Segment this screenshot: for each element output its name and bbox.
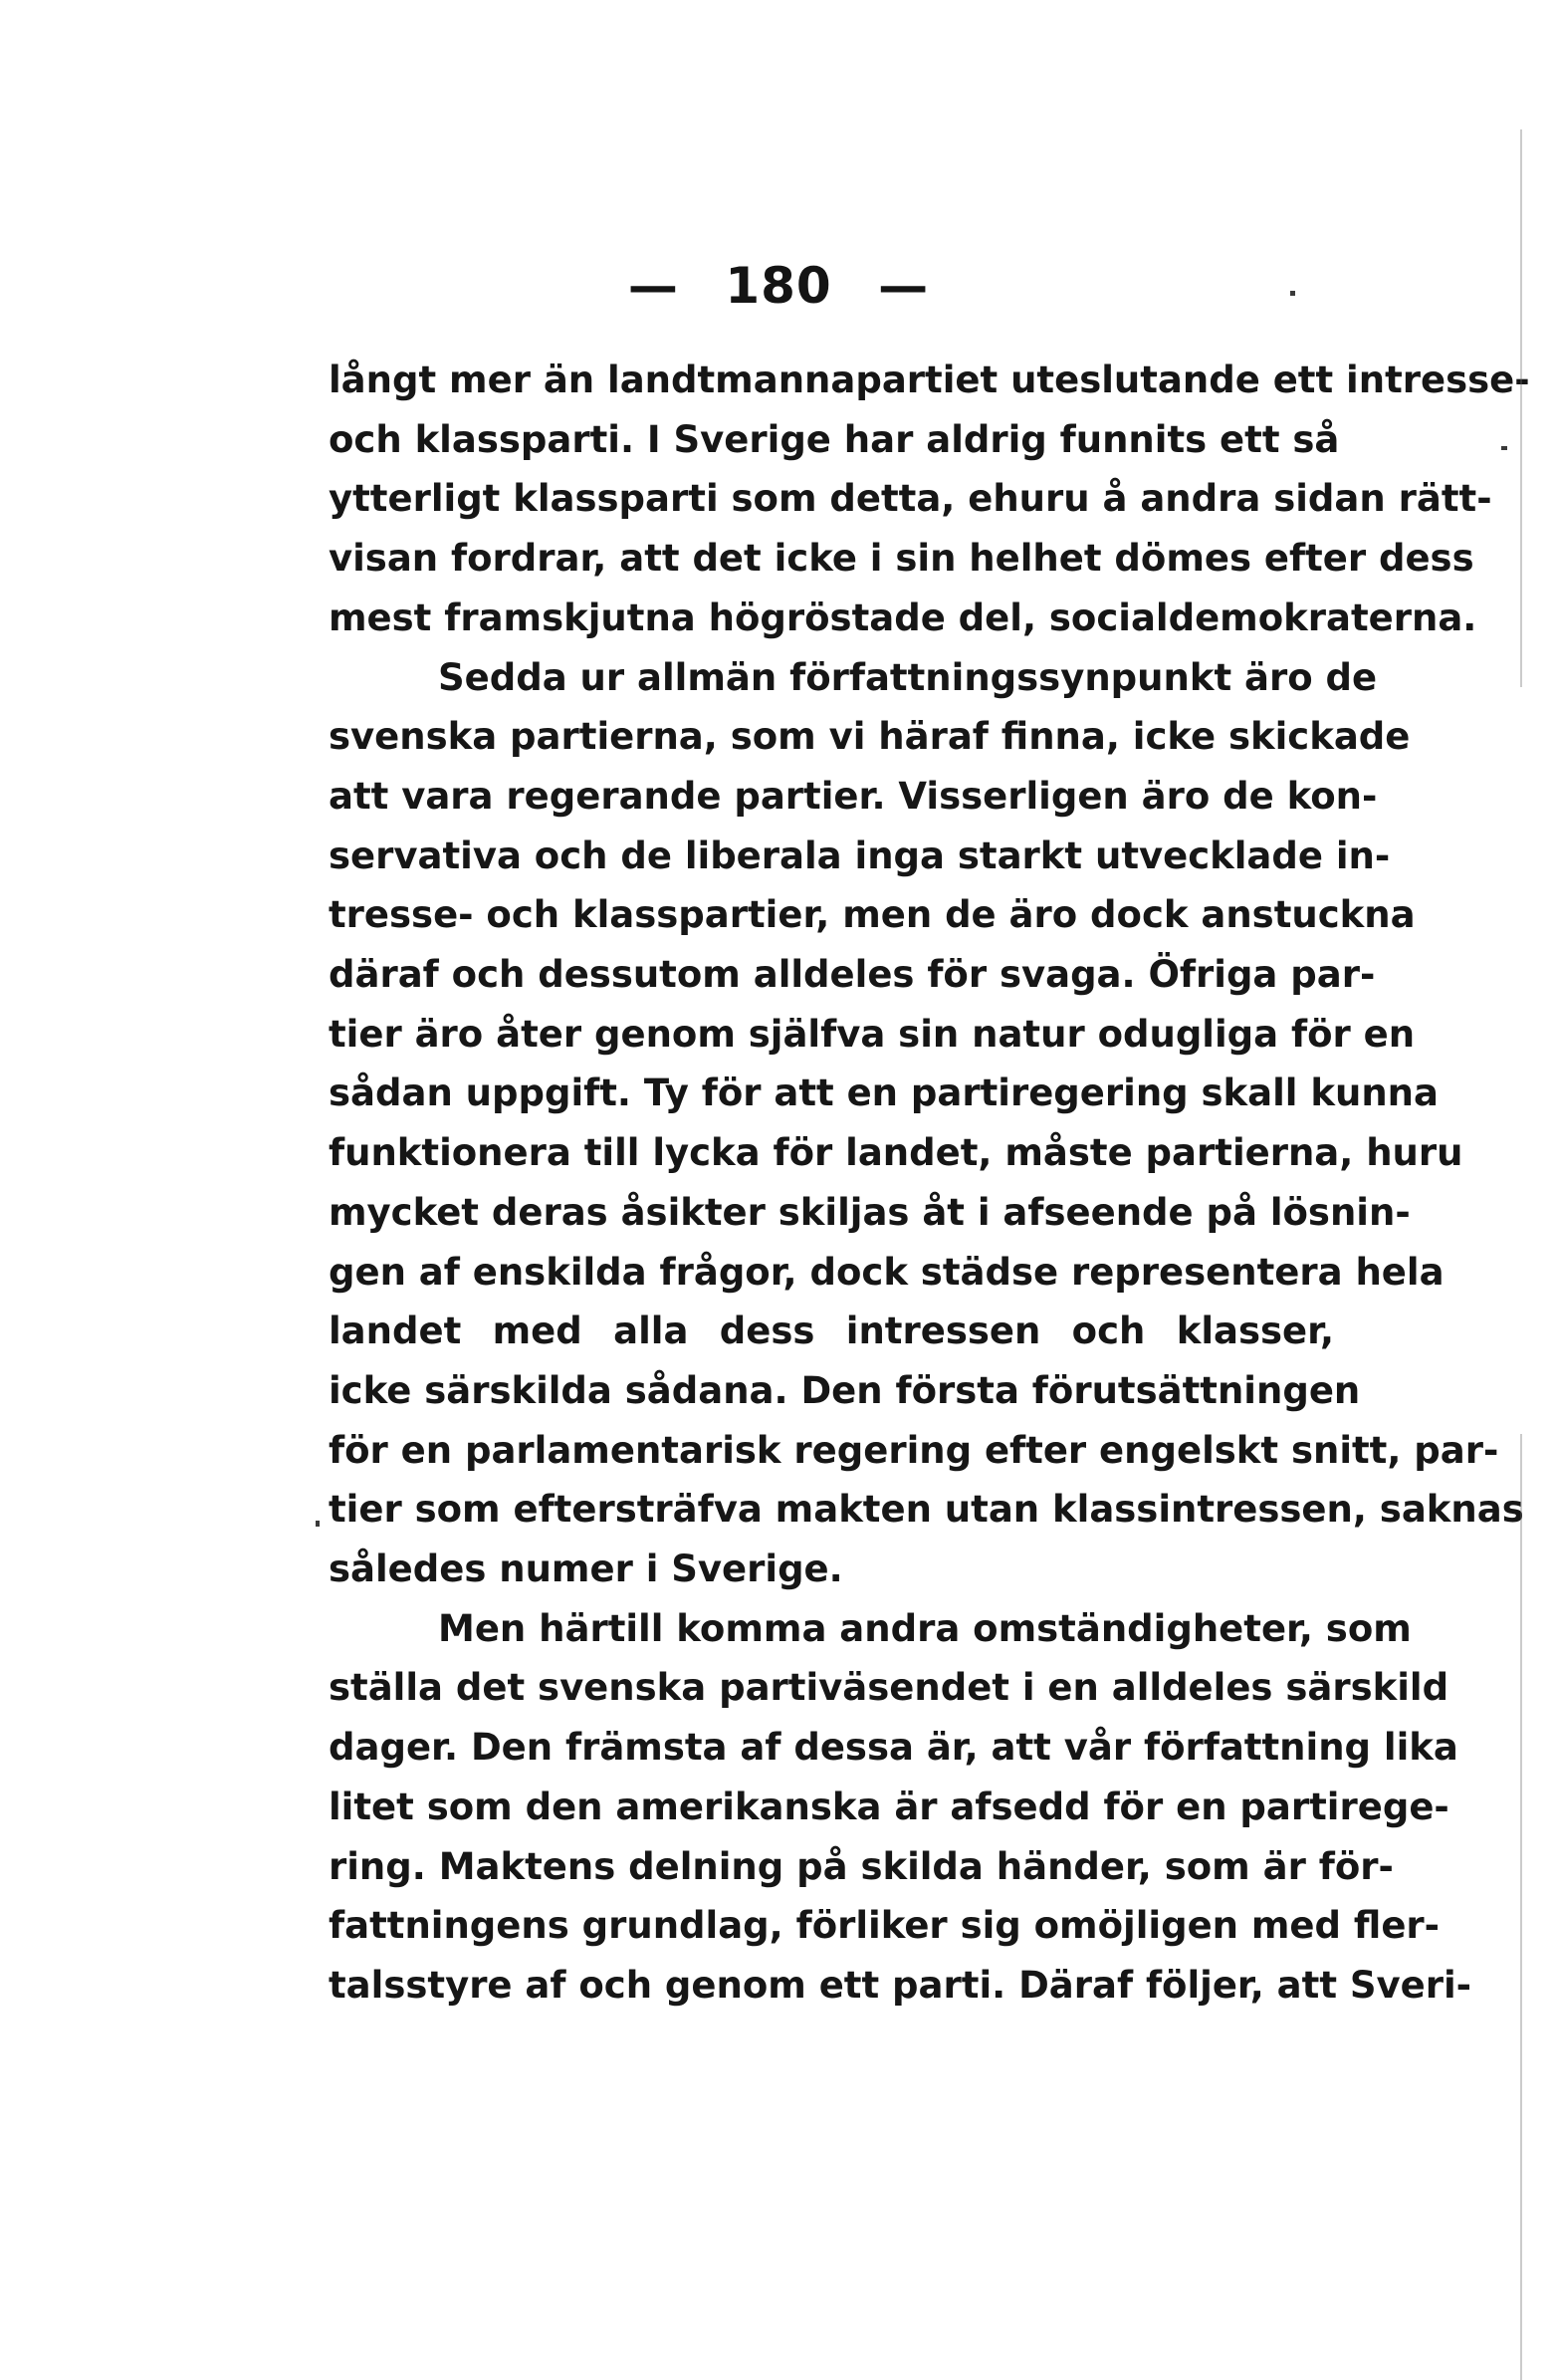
text-line: visan fordrar, att det icke i sin helhet dömes efter dess bbox=[329, 537, 1474, 581]
ink-speck bbox=[316, 1521, 320, 1527]
text-line: litet som den amerikanska är afsedd för en partirege- bbox=[329, 1785, 1449, 1828]
body-text bbox=[329, 351, 1530, 2016]
text-line: gen af enskilda frågor, dock städse representera hela bbox=[329, 1250, 1445, 1294]
text-line: mest framskjutna högröstade del, socialdemokraterna. bbox=[329, 595, 1477, 639]
text-line: landet med alla dess intressen och klasser, bbox=[329, 1309, 1334, 1353]
text-line: för en parlamentarisk regering efter engelskt snitt, par- bbox=[329, 1428, 1499, 1472]
text-line: fattningens grundlag, förliker sig omöjligen med fler- bbox=[329, 1904, 1441, 1948]
text-line: och klassparti. I Sverige har aldrig funnits ett så bbox=[329, 417, 1340, 461]
page-number: 180 bbox=[725, 257, 832, 315]
text-line: icke särskilda sådana. Den första förutsättningen bbox=[329, 1368, 1361, 1412]
text-line: däraf och dessutom alldeles för svaga. Öfriga par- bbox=[329, 953, 1376, 997]
text-line: ring. Maktens delning på skilda händer, som är för- bbox=[329, 1844, 1394, 1888]
dash-right: — bbox=[878, 257, 930, 315]
text-line: sådan uppgift. Ty för att en partiregering skall kunna bbox=[329, 1071, 1439, 1115]
text-line: funktionera till lycka för landet, måste partierna, huru bbox=[329, 1131, 1463, 1175]
scan-edge-line bbox=[1520, 129, 1522, 687]
text-line: svenska partierna, som vi häraf finna, icke skickade bbox=[329, 715, 1411, 759]
text-line: således numer i Sverige. bbox=[329, 1547, 843, 1591]
scan-edge-line bbox=[1520, 1434, 1522, 2380]
ink-speck bbox=[1290, 291, 1295, 296]
text-line: ytterligt klassparti som detta, ehuru å andra sidan rätt- bbox=[329, 477, 1492, 521]
dash-left: — bbox=[627, 257, 679, 315]
text-line: ställa det svenska partiväsendet i en alldeles särskild bbox=[329, 1666, 1449, 1710]
ink-speck bbox=[1501, 446, 1507, 450]
text-line: tier som eftersträfva makten utan klassintressen, saknas bbox=[329, 1488, 1524, 1532]
text-line: servativa och de liberala inga starkt utvecklade in- bbox=[329, 833, 1391, 877]
text-line: långt mer än landtmannapartiet uteslutande ett intresse- bbox=[329, 358, 1530, 401]
text-line: att vara regerande partier. Visserligen äro de kon- bbox=[329, 774, 1378, 818]
text-line: Men härtill komma andra omständigheter, som bbox=[438, 1606, 1412, 1650]
text-line: Sedda ur allmän författningssynpunkt äro de bbox=[438, 655, 1378, 699]
text-line: tier äro åter genom själfva sin natur odugliga för en bbox=[329, 1012, 1416, 1056]
text-line: mycket deras åsikter skiljas åt i afseende på lösnin- bbox=[329, 1190, 1411, 1234]
text-line: dager. Den främsta af dessa är, att vår författning lika bbox=[329, 1726, 1458, 1770]
text-line: talsstyre af och genom ett parti. Däraf följer, att Sveri- bbox=[329, 1963, 1472, 2007]
text-line: tresse- och klasspartier, men de äro dock anstuckna bbox=[329, 893, 1416, 937]
page-number-header bbox=[0, 257, 1557, 315]
